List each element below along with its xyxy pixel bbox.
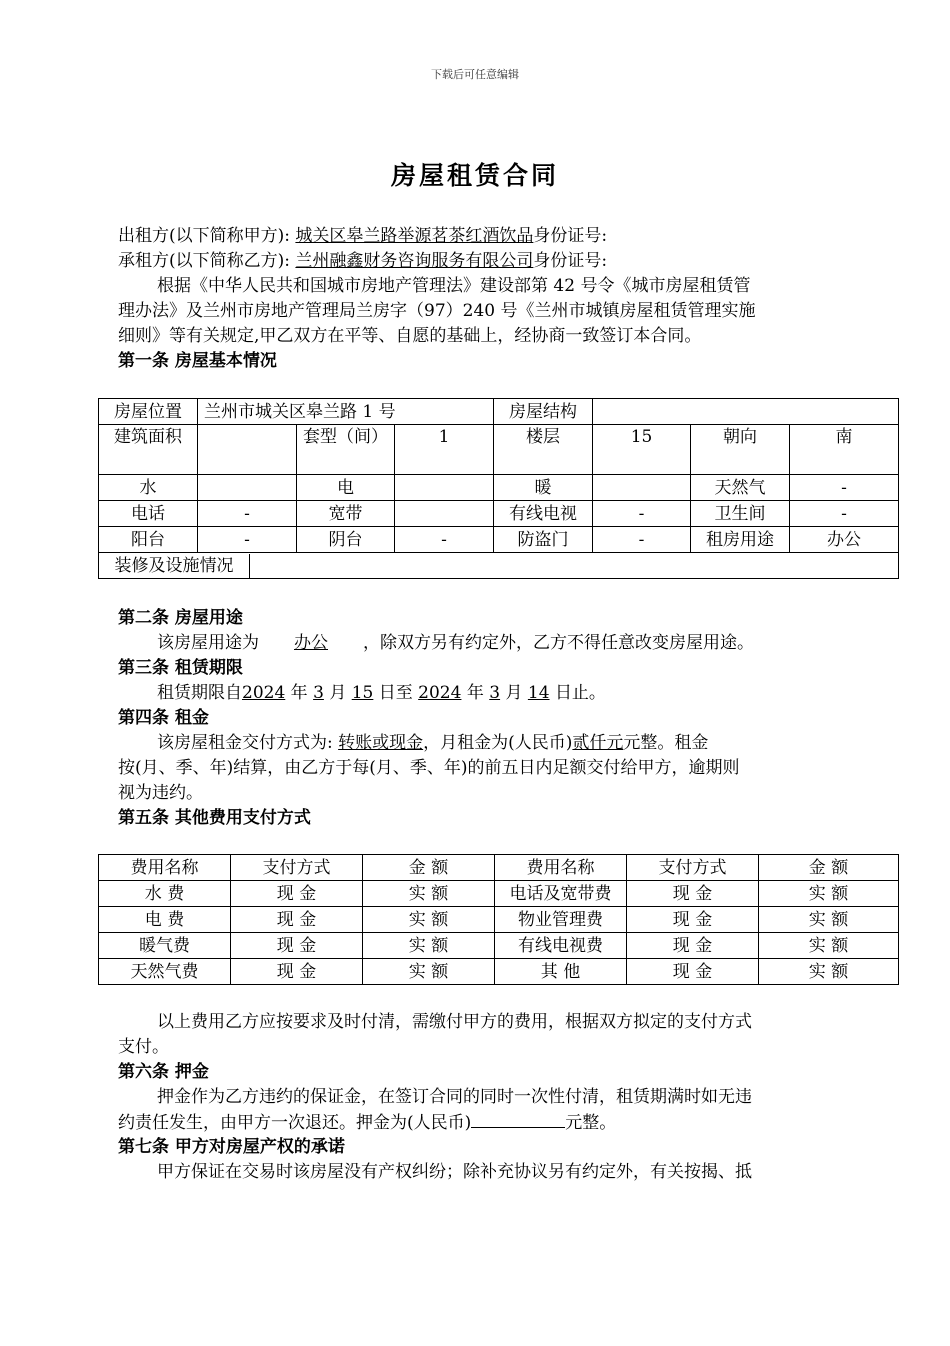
house-use: 办公 <box>294 633 328 653</box>
cell: 现 金 <box>231 959 363 985</box>
column-header: 费用名称 <box>99 855 231 881</box>
cell: 电 费 <box>99 907 231 933</box>
article-6-text: 约责任发生，由甲方一次退还。押金为(人民币) 元整。 <box>118 1110 616 1135</box>
cell: 宽带 <box>297 501 395 527</box>
monthly-rent: 贰仟元 <box>572 733 624 753</box>
house-info-table <box>98 398 899 579</box>
cell: 水 <box>99 475 198 501</box>
cell: 实 额 <box>759 907 899 933</box>
article-4-text: 视为违约。 <box>118 783 203 803</box>
cell: 实 额 <box>363 959 495 985</box>
preamble-line: 根据《中华人民共和国城市房地产管理法》建设部第 42 号令《城市房屋租赁管 <box>157 276 751 296</box>
cell: 暖气费 <box>99 933 231 959</box>
cell: - <box>593 501 691 527</box>
cell <box>198 425 297 475</box>
cell: 阳台 <box>99 527 198 553</box>
column-header: 支付方式 <box>231 855 363 881</box>
cell: - <box>790 475 899 501</box>
article-4-text: 该房屋租金交付方式为: 转账或现金，月租金为(人民币)贰仟元元整。租金 <box>157 733 709 753</box>
header-note: 下载后可任意编辑 <box>431 68 519 81</box>
cell: 实 额 <box>759 959 899 985</box>
article-7-text: 甲方保证在交易时该房屋没有产权纠纷；除补充协议另有约定外，有关按揭、抵 <box>157 1162 752 1182</box>
cell: 电话 <box>99 501 198 527</box>
fee-note: 以上费用乙方应按要求及时付清，需缴付甲方的费用，根据双方拟定的支付方式 <box>157 1012 752 1032</box>
cell: 南 <box>790 425 899 475</box>
fee-table <box>98 854 899 985</box>
article-2-text: 该房屋用途为 办公 ，除双方另有约定外，乙方不得任意改变房屋用途。 <box>157 633 754 653</box>
lessee-name: 兰州融鑫财务咨询服务有限公司 <box>295 251 534 271</box>
cell: 其 他 <box>495 959 627 985</box>
cell: 阴台 <box>297 527 395 553</box>
cell: 有线电视费 <box>495 933 627 959</box>
column-header: 支付方式 <box>627 855 759 881</box>
cell <box>395 501 494 527</box>
table-row <box>99 907 899 933</box>
fee-note: 支付。 <box>118 1037 169 1057</box>
article-4-text: 按(月、季、年)结算，由乙方于每(月、季、年)的前五日内足额交付给甲方，逾期则 <box>118 758 740 778</box>
house-location: 兰州市城关区皋兰路 1 号 <box>198 399 494 425</box>
article-6-title: 第六条 押金 <box>118 1062 209 1082</box>
cell: - <box>395 527 494 553</box>
cell: 房屋结构 <box>494 399 593 425</box>
cell: - <box>198 527 297 553</box>
cell: 办公 <box>790 527 899 553</box>
cell: 15 <box>593 425 691 475</box>
table-row <box>99 881 899 907</box>
cell: 现 金 <box>231 881 363 907</box>
preamble-line: 理办法》及兰州市房地产管理局兰房字（97）240 号《兰州市城镇房屋租赁管理实施 <box>118 301 756 321</box>
article-2-title: 第二条 房屋用途 <box>118 608 243 628</box>
cell: 电话及宽带费 <box>495 881 627 907</box>
article-4-title: 第四条 租金 <box>118 708 209 728</box>
cell: 天然气 <box>691 475 790 501</box>
cell: 物业管理费 <box>495 907 627 933</box>
cell: 套型（间） <box>297 425 395 475</box>
article-5-title: 第五条 其他费用支付方式 <box>118 808 311 828</box>
cell: 1 <box>395 425 494 475</box>
cell: 房屋位置 <box>99 399 198 425</box>
table-row <box>99 933 899 959</box>
table-row <box>99 959 899 985</box>
article-3-text: 租赁期限自2024 年 3 月 15 日至 2024 年 3 月 14 日止。 <box>157 683 606 703</box>
cell: 水 费 <box>99 881 231 907</box>
cell: 租房用途 <box>691 527 790 553</box>
cell: 现 金 <box>627 959 759 985</box>
cell: - <box>198 501 297 527</box>
house-structure <box>593 399 899 425</box>
decoration-row: 装修及设施情况 <box>99 553 899 579</box>
cell: 建筑面积 <box>99 425 198 475</box>
cell: 防盗门 <box>494 527 593 553</box>
cell: 朝向 <box>691 425 790 475</box>
column-header: 金 额 <box>363 855 495 881</box>
cell: 实 额 <box>759 933 899 959</box>
cell: 实 额 <box>363 933 495 959</box>
cell: 现 金 <box>627 907 759 933</box>
article-1-title: 第一条 房屋基本情况 <box>118 351 277 371</box>
lessee-line: 承租方(以下简称乙方): 兰州融鑫财务咨询服务有限公司身份证号: <box>118 251 608 271</box>
cell: 暖 <box>494 475 593 501</box>
cell: 实 额 <box>363 881 495 907</box>
cell: 有线电视 <box>494 501 593 527</box>
document-title: 房屋租赁合同 <box>390 161 559 190</box>
cell: 现 金 <box>231 907 363 933</box>
cell <box>198 475 297 501</box>
cell: 现 金 <box>627 933 759 959</box>
cell: 实 额 <box>759 881 899 907</box>
column-header: 费用名称 <box>495 855 627 881</box>
cell: 实 额 <box>363 907 495 933</box>
cell <box>395 475 494 501</box>
payment-method: 转账或现金 <box>338 733 424 753</box>
cell: 电 <box>297 475 395 501</box>
cell: - <box>790 501 899 527</box>
article-7-title: 第七条 甲方对房屋产权的承诺 <box>118 1137 345 1157</box>
article-3-title: 第三条 租赁期限 <box>118 658 243 678</box>
article-6-text: 押金作为乙方违约的保证金，在签订合同的同时一次性付清，租赁期满时如无违 <box>157 1087 752 1107</box>
column-header: 金 额 <box>759 855 899 881</box>
lessor-name: 城关区皋兰路举源茗茶红酒饮品 <box>295 226 534 246</box>
cell: 现 金 <box>231 933 363 959</box>
cell: - <box>593 527 691 553</box>
lessor-line: 出租方(以下简称甲方): 城关区皋兰路举源茗茶红酒饮品身份证号: <box>118 226 608 246</box>
deposit-blank <box>471 1110 565 1128</box>
cell: 楼层 <box>494 425 593 475</box>
preamble-line: 细则》等有关规定,甲乙双方在平等、自愿的基础上，经协商一致签订本合同。 <box>118 326 702 346</box>
cell: 现 金 <box>627 881 759 907</box>
cell <box>593 475 691 501</box>
cell: 卫生间 <box>691 501 790 527</box>
cell: 天然气费 <box>99 959 231 985</box>
